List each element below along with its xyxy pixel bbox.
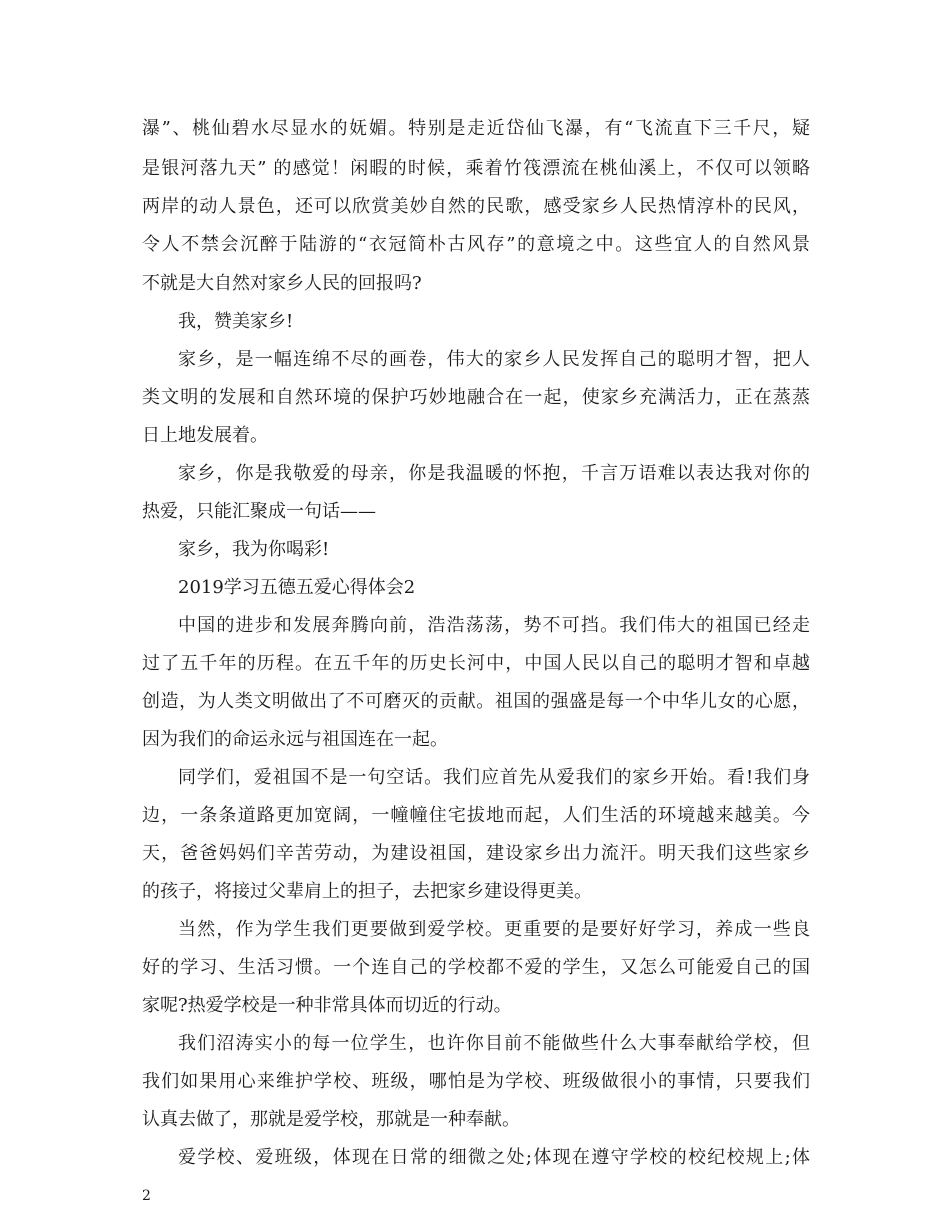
paragraph-first-line: 同学们，爱祖国不是一句空话。我们应首先从爱我们的家乡开始。看!我们身 [178, 767, 810, 788]
text-line: 令人不禁会沉醉于陆游的“衣冠简朴古风存”的意境之中。这些宜人的自然风景 [142, 234, 810, 255]
text-line: 不就是大自然对家乡人民的回报吗? [142, 273, 422, 294]
paragraph-first-line: 中国的进步和发展奔腾向前，浩浩荡荡，势不可挡。我们伟大的祖国已经走 [178, 615, 810, 636]
paragraph-first-line: 家乡，你是我敬爱的母亲，你是我温暖的怀抱，千言万语难以表达我对你的 [178, 463, 810, 484]
text-line: 认真去做了，那就是爱学校，那就是一种奉献。 [142, 1109, 520, 1130]
text-line: 是银河落九天” 的感觉！闲暇的时候，乘着竹筏漂流在桃仙溪上，不仅可以领略 [142, 158, 810, 179]
text-line: 类文明的发展和自然环境的保护巧妙地融合在一起，使家乡充满活力，正在蒸蒸 [142, 387, 810, 408]
paragraph-first-line: 我，赞美家乡! [178, 311, 294, 332]
paragraph-first-line: 爱学校、爱班级，体现在日常的细微之处;体现在遵守学校的校纪校规上;体 [178, 1147, 810, 1168]
text-line: 两岸的动人景色，还可以欣赏美妙自然的民歌，感受家乡人民热情淳朴的民风， [142, 196, 810, 217]
section-heading: 2019学习五德五爱心得体会2 [178, 577, 416, 598]
text-line: 家呢?热爱学校是一种非常具体而切近的行动。 [142, 995, 512, 1016]
text-line: 的孩子，将接过父辈肩上的担子，去把家乡建设得更美。 [142, 881, 592, 902]
paragraph-first-line: 当然，作为学生我们更要做到爱学校。更重要的是要好好学习，养成一些良 [178, 919, 810, 940]
text-line: 天，爸爸妈妈们辛苦劳动，为建设祖国，建设家乡出力流汗。明天我们这些家乡 [142, 843, 810, 864]
text-line: 边，一条条道路更加宽阔，一幢幢住宅拔地而起，人们生活的环境越来越美。今 [142, 805, 810, 826]
paragraph-first-line: 我们沼涛实小的每一位学生，也许你目前不能做些什么大事奉献给学校，但 [178, 1033, 810, 1054]
text-line: 因为我们的命运永远与祖国连在一起。 [142, 729, 448, 750]
page-number: 2 [142, 1188, 151, 1204]
text-line: 日上地发展着。 [142, 425, 268, 446]
text-line: 我们如果用心来维护学校、班级，哪怕是为学校、班级做很小的事情，只要我们 [142, 1071, 810, 1092]
text-line: 好的学习、生活习惯。一个连自己的学校都不爱的学生，又怎么可能爱自己的国 [142, 957, 810, 978]
paragraph-first-line: 家乡，是一幅连绵不尽的画卷，伟大的家乡人民发挥自己的聪明才智，把人 [178, 349, 810, 370]
paragraph-first-line: 家乡，我为你喝彩! [178, 539, 330, 560]
text-line: 创造，为人类文明做出了不可磨灭的贡献。祖国的强盛是每一个中华儿女的心愿， [142, 691, 810, 712]
text-line: 瀑”、桃仙碧水尽显水的妩媚。特别是走近岱仙飞瀑，有“飞流直下三千尺，疑 [142, 118, 810, 139]
text-line: 过了五千年的历程。在五千年的历史长河中，中国人民以自己的聪明才智和卓越 [142, 653, 810, 674]
text-line: 热爱，只能汇聚成一句话—— [142, 501, 376, 522]
